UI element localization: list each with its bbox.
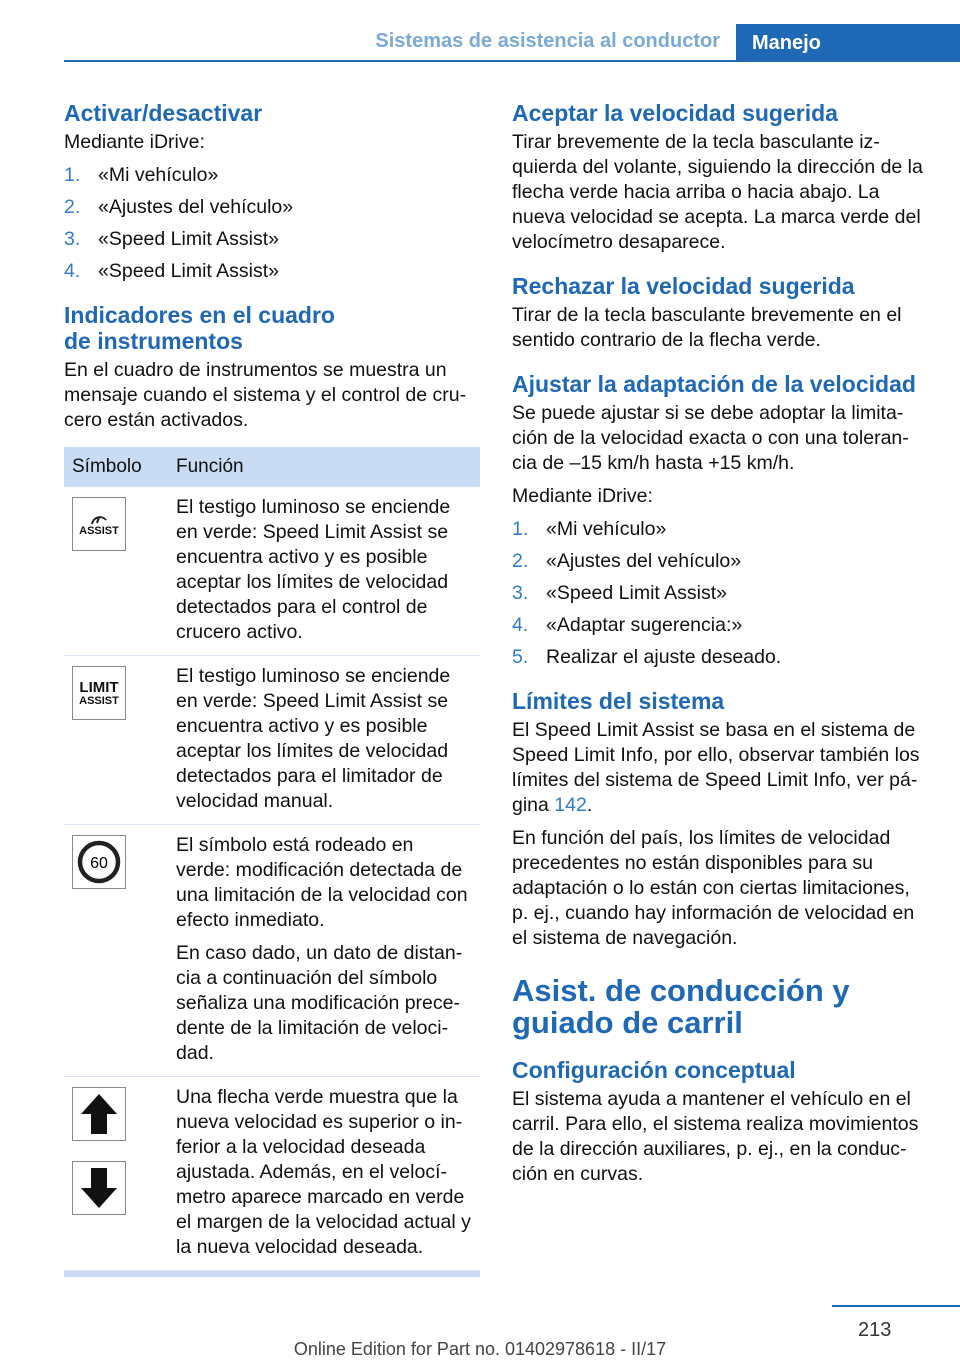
limites-text-after: .: [586, 794, 593, 816]
table-row: [64, 487, 480, 656]
header-section-title: Sistemas de asistencia al conductor: [375, 30, 720, 52]
table-bottom-rule: [64, 1271, 480, 1277]
config-text: El sistema ayuda a mantener el vehículo en el carril. Para ello, el sistema realiza movimientos de la dirección auxiliares, p. ej., en la conduc-ción en curvas.: [512, 1088, 919, 1185]
step-number: 4.: [64, 260, 81, 282]
function-cell: [168, 656, 480, 825]
symbol-cell: [64, 487, 168, 656]
step-text: «Speed Limit Assist»: [98, 228, 280, 250]
ajustar-steps: [512, 517, 930, 670]
step-number: 3.: [512, 582, 529, 604]
step-text: «Ajustes del vehículo»: [98, 196, 294, 218]
step-number: 2.: [64, 196, 81, 218]
limit-assist-icon: [72, 666, 126, 720]
assist-icon-label: ASSIST: [79, 694, 119, 707]
speed-limit-sign-icon: [77, 840, 121, 884]
symbol-cell: [64, 656, 168, 825]
list-item: [512, 613, 930, 638]
arrow-down-shape: [79, 1166, 119, 1210]
step-number: 5.: [512, 646, 529, 668]
right-column: [512, 100, 930, 1195]
limites-text-2: En función del país, los límites de velocidad precedentes no están disponibles para su adaptación o lo están con ciertas limitaciones, p. ej., cuando hay información de velocidad en el sistema de navegación.: [512, 827, 915, 949]
symbol-table: [64, 447, 480, 1271]
activar-intro: Mediante iDrive:: [64, 131, 205, 153]
aceptar-heading: Aceptar la velocidad sugerida: [512, 100, 838, 126]
table-row: [64, 825, 480, 1077]
speed-limit-value: 60: [90, 855, 108, 872]
list-item: [512, 581, 930, 606]
header-chapter-tab: Manejo: [736, 24, 960, 62]
function-cell: [168, 487, 480, 656]
left-column: [64, 100, 480, 1277]
limites-text: [512, 718, 930, 818]
table-row: [64, 1077, 480, 1271]
limites-text-before: El Speed Limit Assist se basa en el sistema de Speed Limit Info, por ello, observar también los límites del sistema de Speed Limit Info, ver pá-gina: [512, 719, 920, 816]
indicadores-heading-line1: Indicadores en el cuadro: [64, 302, 335, 328]
activar-steps: [64, 163, 480, 284]
assist-icon-label: ASSIST: [79, 524, 119, 537]
ajustar-heading: Ajustar la adaptación de la velocidad: [512, 371, 916, 397]
arrow-up-shape: [79, 1092, 119, 1136]
edition-note: Online Edition for Part no. 01402978618 - II/17: [293, 1339, 667, 1359]
page-header: [0, 24, 960, 62]
step-text: «Ajustes del vehículo»: [546, 550, 742, 572]
step-text: «Speed Limit Assist»: [546, 582, 728, 604]
step-text: Realizar el ajuste deseado.: [546, 646, 782, 668]
step-number: 4.: [512, 614, 529, 636]
step-text: «Mi vehículo»: [98, 164, 219, 186]
page-number: 213: [858, 1319, 892, 1341]
assist-icon: [72, 497, 126, 551]
step-text: «Adaptar sugerencia:»: [546, 614, 743, 636]
step-number: 2.: [512, 550, 529, 572]
indicadores-heading: [64, 302, 480, 354]
indicadores-text: En el cuadro de instrumentos se muestra un mensaje cuando el sistema y el control de cru-cero están activados.: [64, 359, 467, 431]
rechazar-text: Tirar de la tecla basculante brevemente en el sentido contrario de la flecha verde.: [512, 304, 902, 351]
function-text: El testigo luminoso se enciende en verde: Speed Limit Assist se encuentra activo y es posible aceptar los límites de velocidad detectados para el limitador de velocidad manual.: [176, 665, 451, 812]
list-item: [512, 549, 930, 574]
table-header-row: [64, 447, 480, 487]
step-number: 1.: [512, 518, 529, 540]
list-item: [64, 195, 480, 220]
rechazar-heading: Rechazar la velocidad sugerida: [512, 273, 855, 299]
list-item: [512, 645, 930, 670]
arrow-down-icon: [72, 1161, 126, 1215]
list-item: [64, 163, 480, 188]
ajustar-intro: Mediante iDrive:: [512, 485, 653, 507]
asist-heading-line2: guiado de carril: [512, 1005, 743, 1040]
function-text: Una flecha verde muestra que la nueva velocidad es superior o in-ferior a la velocidad deseada ajustada. Además, en el velocí-metro aparece marcado en verde el margen de la velocidad actual y la nueva velocidad deseada.: [176, 1086, 471, 1258]
column-header-function: Función: [168, 447, 480, 487]
speed-limit-60-icon: [72, 835, 126, 889]
asist-heading: [512, 975, 930, 1039]
list-item: [64, 259, 480, 284]
aceptar-text: Tirar brevemente de la tecla basculante iz-quierda del volante, siguiendo la dirección de la flecha verde hacia arriba o hacia abajo. La nueva velocidad se acepta. La marca verde del velocímetro desaparece.: [512, 131, 923, 253]
limit-icon-label: LIMIT: [79, 678, 119, 696]
step-text: «Mi vehículo»: [546, 518, 667, 540]
page-footer: [0, 1305, 960, 1362]
limites-heading: Límites del sistema: [512, 688, 725, 714]
column-header-symbol: Símbolo: [64, 447, 168, 487]
indicadores-heading-line2: de instrumentos: [64, 328, 243, 354]
asist-heading-line1: Asist. de conducción y: [512, 973, 850, 1008]
page-link[interactable]: 142: [554, 794, 587, 816]
symbol-cell: [64, 1077, 168, 1271]
step-text: «Speed Limit Assist»: [98, 260, 280, 282]
steering-arc-icon: [88, 512, 110, 526]
config-heading: Configuración conceptual: [512, 1057, 796, 1083]
table-row: [64, 656, 480, 825]
function-text: El símbolo está rodeado en verde: modificación detectada de una limitación de la velocidad con efecto inmediato.: [176, 834, 468, 931]
step-number: 3.: [64, 228, 81, 250]
function-cell: [168, 1077, 480, 1271]
activar-heading: Activar/desactivar: [64, 100, 263, 126]
step-number: 1.: [64, 164, 81, 186]
function-text: El testigo luminoso se enciende en verde: Speed Limit Assist se encuentra activo y es posible aceptar los límites de velocidad detectados para el control de crucero activo.: [176, 496, 451, 643]
header-rule: [64, 60, 960, 62]
footer-rule: [832, 1305, 960, 1307]
list-item: [64, 227, 480, 252]
function-cell: [168, 825, 480, 1077]
symbol-cell: [64, 825, 168, 1077]
ajustar-text: Se puede ajustar si se debe adoptar la limita-ción de la velocidad exacta o con una toleran-cia de –15 km/h hasta +15 km/h.: [512, 402, 909, 474]
function-text: En caso dado, un dato de distan-cia a continuación del símbolo señaliza una modificación prece-dente de la limitación de veloci-dad.: [176, 942, 463, 1064]
list-item: [512, 517, 930, 542]
arrow-up-icon: [72, 1087, 126, 1141]
